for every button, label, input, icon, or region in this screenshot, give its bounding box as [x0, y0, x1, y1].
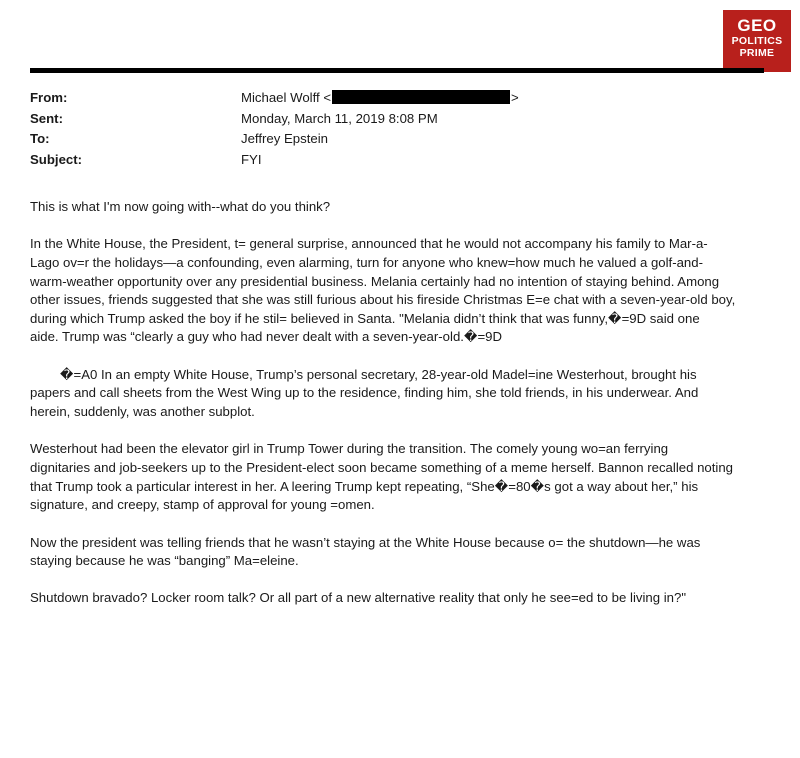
redaction-bar — [332, 90, 510, 104]
to-row — [30, 129, 750, 150]
paragraph-6 — [30, 589, 770, 608]
subject-value: FYI — [241, 151, 262, 167]
email-body — [30, 198, 770, 627]
sent-label: Sent: — [30, 110, 63, 126]
body-line: This is what I'm now going with--what do you think? — [30, 199, 331, 214]
body-line: �=A0 In an empty White House, Trump’s personal secretary, 28-year-old Madel=ine Westerhout, brought his — [60, 366, 697, 382]
body-line: Now the president was telling friends that he wasn’t staying at the White House because o= the shutdown—he was — [30, 534, 701, 550]
sent-value: Monday, March 11, 2019 8:08 PM — [241, 110, 438, 126]
from-value-prefix: Michael Wolff < — [241, 90, 332, 105]
body-line: Shutdown bravado? Locker room talk? Or all part of a new alternative reality that only he see=ed to be living in?" — [30, 590, 687, 606]
paragraph-5 — [30, 534, 770, 571]
to-label: To: — [30, 131, 50, 146]
paragraph-1 — [30, 198, 770, 217]
subject-row — [30, 150, 750, 171]
body-line: other issues, friends suggested that she was still furious about his fireside Christmas E=e chat with a seven-year-old boy, — [30, 292, 736, 308]
from-value — [241, 88, 519, 109]
body-line: herein, suddenly, was another subplot. — [30, 403, 255, 419]
paragraph-3 — [30, 366, 770, 422]
logo-line-2: POLITICS — [731, 35, 783, 47]
email-header — [30, 88, 750, 170]
sent-row — [30, 109, 750, 130]
body-line: during which Trump asked the boy if he stil= believed in Santa. "Melania didn’t think that was funny,�=9D said one — [30, 310, 700, 326]
geopolitics-prime-logo — [723, 10, 791, 72]
from-row — [30, 88, 750, 109]
header-divider — [30, 68, 764, 73]
body-line: In the White House, the President, t= general surprise, announced that he would not accompany his family to Mar-a- — [30, 236, 708, 252]
body-line: papers and call sheets from the West Wing up to the residence, finding him, she told friends, in his underwear. And — [30, 385, 699, 401]
body-line: Lago ov=r the holidays—a confounding, even alarming, turn for anyone who knew=how much he valued a golf-and- — [30, 254, 703, 270]
logo-line-1: GEO — [737, 16, 777, 35]
paragraph-2 — [30, 235, 770, 347]
to-value: Jeffrey Epstein — [241, 131, 328, 146]
body-line: Westerhout had been the elevator girl in Trump Tower during the transition. The comely young wo=an ferrying — [30, 441, 669, 457]
body-line: signature, and creepy, stamp of approval for young =omen. — [30, 497, 375, 513]
body-line: warm-weather opportunity over any presidential business. Melania certainly had no intention of staying behind. Among — [30, 273, 720, 289]
from-value-suffix: > — [511, 90, 519, 105]
paragraph-4 — [30, 440, 770, 514]
body-line: staying because he was “banging” Ma=eleine. — [30, 553, 299, 569]
body-line: dignitaries and job-seekers up to the President-elect soon became something of a meme herself. Bannon recalled noting — [30, 459, 734, 475]
body-line: that Trump took a particular interest in her. A leering Trump kept repeating, “She�=80�s got a way about her,” his — [30, 478, 699, 494]
from-label: From: — [30, 90, 68, 105]
subject-label: Subject: — [30, 151, 83, 167]
body-line: aide. Trump was “clearly a guy who had never dealt with a seven-year-old.�=9D — [30, 329, 503, 345]
logo-line-3: PRIME — [739, 47, 775, 59]
